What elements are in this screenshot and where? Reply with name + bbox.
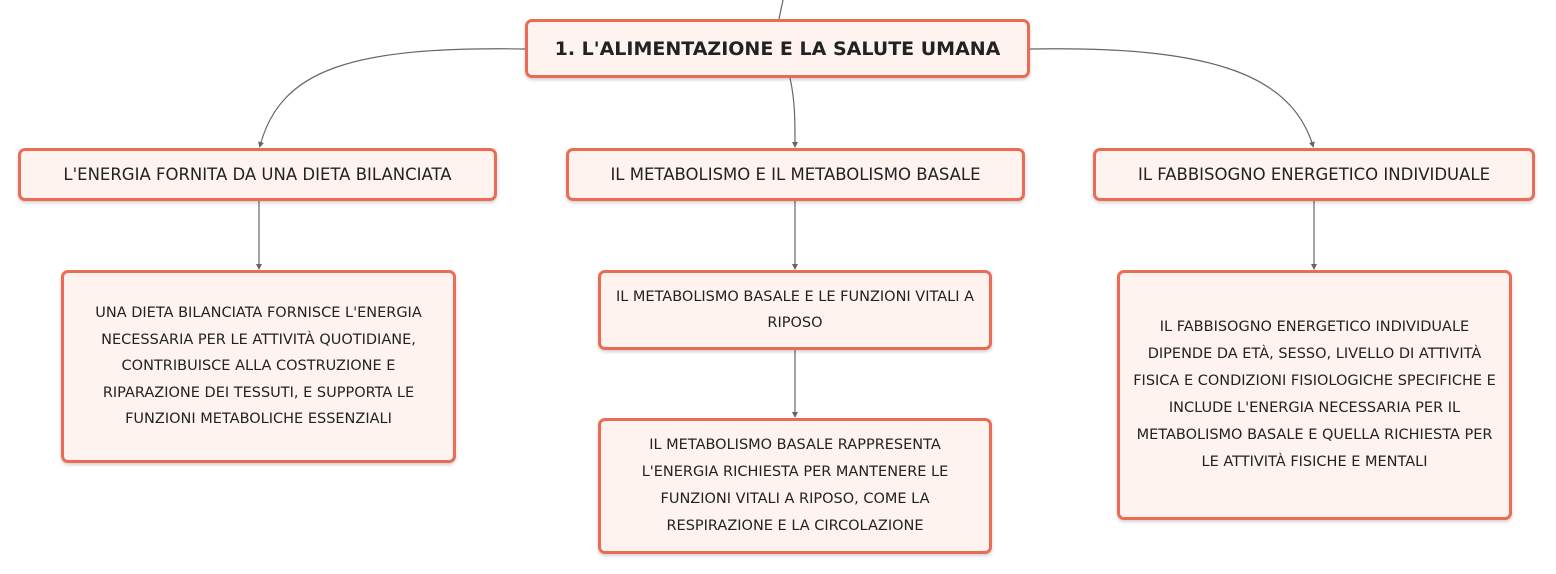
topic-node-energia-dieta[interactable] (18, 148, 497, 201)
topic-node-label: IL METABOLISMO E IL METABOLISMO BASALE (610, 165, 981, 184)
detail-node-text: IL METABOLISMO BASALE E LE FUNZIONI VITALI A RIPOSO (615, 289, 975, 331)
detail-node-text: UNA DIETA BILANCIATA FORNISCE L'ENERGIA NECESSARIA PER LE ATTIVITÀ QUOTIDIANE, CONTRIBUISCE ALLA COSTRUZIONE E RIPARAZIONE DEI TESSUTI, E SUPPORTA LE FUNZIONI METABOLICHE ESSENZIALI (95, 305, 422, 428)
detail-node-text: IL FABBISOGNO ENERGETICO INDIVIDUALE DIPENDE DA ETÀ, SESSO, LIVELLO DI ATTIVITÀ FISICA E CONDIZIONI FISIOLOGICHE SPECIFICHE E INCLUDE L'ENERGIA NECESSARIA PER IL METABOLISMO BASALE E QUELLA RICHIESTA PER LE ATTIVITÀ FISICHE E MENTALI (1133, 319, 1496, 470)
detail-node-metabolismo-basale-funzioni[interactable] (598, 270, 992, 350)
root-node[interactable] (525, 19, 1030, 78)
topic-node-label: L'ENERGIA FORNITA DA UNA DIETA BILANCIATA (63, 165, 452, 184)
incoming-connector (779, 0, 783, 19)
connector-root-to-topic-1 (260, 49, 525, 146)
detail-node-fabbisogno-individuale[interactable] (1117, 270, 1512, 520)
connector-root-to-topic-2 (790, 78, 795, 146)
topic-node-label: IL FABBISOGNO ENERGETICO INDIVIDUALE (1137, 165, 1491, 184)
detail-node-text: IL METABOLISMO BASALE RAPPRESENTA L'ENERGIA RICHIESTA PER MANTENERE LE FUNZIONI VITALI A RIPOSO, COME LA RESPIRAZIONE E LA CIRCOLAZIONE (641, 437, 949, 534)
topic-node-fabbisogno[interactable] (1093, 148, 1535, 201)
topic-node-metabolismo[interactable] (566, 148, 1025, 201)
root-node-label: 1. L'ALIMENTAZIONE E LA SALUTE UMANA (554, 37, 1001, 60)
detail-node-metabolismo-basale-energia[interactable] (598, 418, 992, 554)
detail-node-dieta-bilanciata[interactable] (61, 270, 456, 463)
connector-root-to-topic-3 (1030, 49, 1313, 146)
